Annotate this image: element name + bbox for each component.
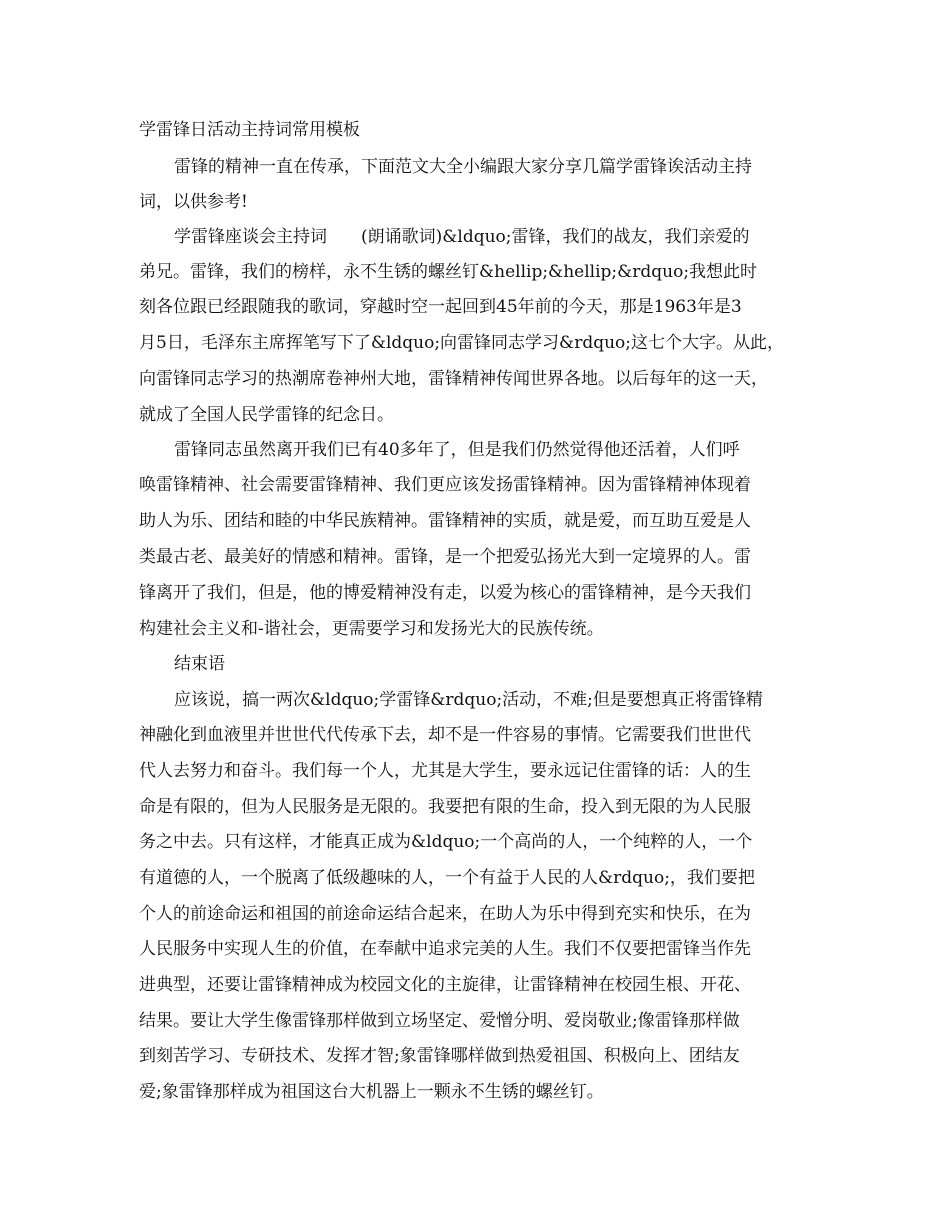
text-line: 结果。要让大学生像雷锋那样做到立场坚定、爱憎分明、爱岗敬业;像雷锋那样做 (139, 1011, 740, 1031)
text-line: 词，以供参考! (139, 192, 248, 212)
text-line: 代人去努力和奋斗。我们每一个人，尤其是大学生，要永远记住雷锋的话：人的生 (139, 761, 751, 781)
text-line: 唤雷锋精神、社会需要雷锋精神、我们更应该发扬雷锋精神。因为雷锋精神体现着 (139, 475, 751, 495)
text-line: 命是有限的，但为人民服务是无限的。我要把有限的生命，投入到无限的为人民服 (139, 797, 751, 817)
text-line: 到刻苦学习、专研技术、发挥才智;象雷锋哪样做到热爱祖国、积极向上、团结友 (139, 1046, 740, 1066)
text-line: 人民服务中实现人生的价值，在奉献中追求完美的人生。我们不仅要把雷锋当作先 (139, 939, 751, 959)
text-line: 务之中去。只有这样，才能真正成为&ldquo;一个高尚的人，一个纯粹的人，一个 (139, 832, 753, 852)
text-line: 弟兄。雷锋，我们的榜样，永不生锈的螺丝钉&hellip;&hellip;&rdquo;我想此时 (139, 262, 758, 282)
document-title: 学雷锋日活动主持词常用模板 (139, 120, 360, 140)
text-line: 助人为乐、团结和睦的中华民族精神。雷锋精神的实质，就是爱，而互助互爱是人 (139, 511, 751, 531)
text-line: 构建社会主义和-谐社会，更需要学习和发扬光大的民族传统。 (139, 619, 604, 639)
text-line: 向雷锋同志学习的热潮席卷神州大地，雷锋精神传闻世界各地。以后每年的这一天， (139, 369, 768, 389)
text-line: 月5日，毛泽东主席挥笔写下了&ldquo;向雷锋同志学习&rdquo;这七个大字。从此， (139, 333, 784, 353)
text-line: 雷锋同志虽然离开我们已有40多年了，但是我们仍然觉得他还活着，人们呼 (174, 440, 740, 460)
text-line: 应该说，搞一两次&ldquo;学雷锋&rdquo;活动，不难;但是要想真正将雷锋精 (174, 690, 763, 710)
text-line: 爱;象雷锋那样成为祖国这台大机器上一颗永不生锈的螺丝钉。 (139, 1082, 604, 1102)
text-line: 神融化到血液里并世世代代传承下去，却不是一件容易的事情。它需要我们世世代 (139, 725, 751, 745)
text-line: 进典型，还要让雷锋精神成为校园文化的主旋律，让雷锋精神在校园生根、开花、 (139, 975, 751, 995)
text-line: 学雷锋座谈会主持词 (朗诵歌词)&ldquo;雷锋，我们的战友，我们亲爱的 (174, 227, 750, 247)
text-line: 锋离开了我们，但是，他的博爱精神没有走，以爱为核心的雷锋精神，是今天我们 (139, 583, 751, 603)
text-line: 有道德的人，一个脱离了低级趣味的人，一个有益于人民的人&rdquo;，我们要把 (139, 868, 755, 888)
text-line: 刻各位跟已经跟随我的歌词，穿越时空一起回到45年前的今天，那是1963年是3 (139, 297, 742, 317)
text-line: 就成了全国人民学雷锋的纪念日。 (139, 405, 394, 425)
text-line: 雷锋的精神一直在传承，下面范文大全小编跟大家分享几篇学雷锋诶活动主持 (174, 157, 752, 177)
section-heading: 结束语 (174, 654, 225, 674)
text-line: 个人的前途命运和祖国的前途命运结合起来，在助人为乐中得到充实和快乐，在为 (139, 904, 751, 924)
text-line: 类最古老、最美好的情感和精神。雷锋，是一个把爱弘扬光大到一定境界的人。雷 (139, 547, 751, 567)
